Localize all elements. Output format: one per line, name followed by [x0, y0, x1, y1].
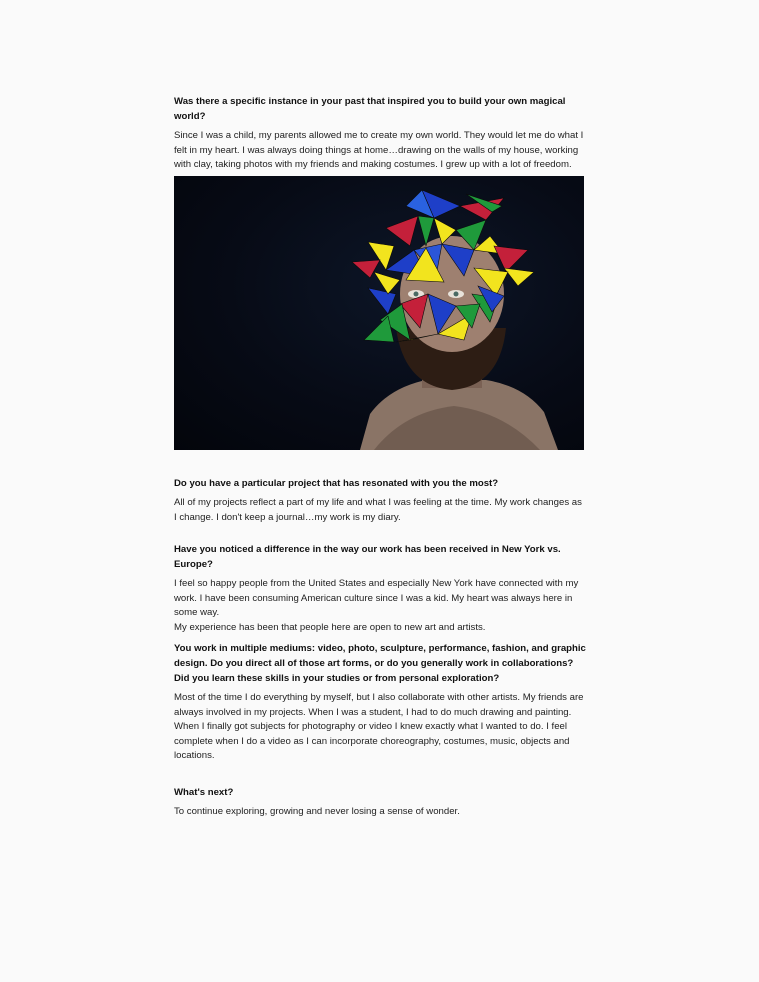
- question-heading: What's next?: [174, 787, 234, 798]
- qa-block-4: [174, 641, 586, 764]
- answer-paragraph: My experience has been that people here are open to new art and artists.: [174, 621, 486, 633]
- answer-paragraph: Since I was a child, my parents allowed me to create my own world. They would let me do what I felt in my heart. I was always doing things at home…drawing on the walls of my house, working with clay, taking photos with my friends and making costumes. I grew up with a lot of freedom.: [174, 130, 584, 171]
- qa-block-1: [174, 94, 586, 173]
- portrait-photo: [174, 176, 584, 450]
- qa-block-2: [174, 476, 586, 525]
- qa-block-3: [174, 542, 586, 635]
- answer-paragraph: Most of the time I do everything by myself, but I also collaborate with other artists. My friends are always involved in my projects. When I was a student, I had to do much drawing and painting. When I finally got subjects for photography or video I knew exactly what I wanted to do. I feel complete when I do a video as I can incorporate choreography, costumes, music, objects and locations.: [174, 692, 584, 762]
- question-heading: Was there a specific instance in your past that inspired you to build your own magical world?: [174, 96, 566, 122]
- geometric-mask-illustration: [174, 176, 584, 450]
- question-heading: Have you noticed a difference in the way our work has been received in New York vs. Europe?: [174, 544, 561, 570]
- answer-paragraph: I feel so happy people from the United States and especially New York have connected with my work. I have been consuming American culture since I was a kid. My heart was always here in some way.: [174, 578, 579, 619]
- answer-paragraph: To continue exploring, growing and never losing a sense of wonder.: [174, 806, 460, 817]
- question-heading: You work in multiple mediums: video, photo, sculpture, performance, fashion, and graphic design. Do you direct all of those art forms, or do you generally work in collaborations? Did you learn these skills in your studies or from personal exploration?: [174, 643, 586, 684]
- answer-paragraph: All of my projects reflect a part of my life and what I was feeling at the time. My work changes as I change. I don't keep a journal…my work is my diary.: [174, 497, 582, 523]
- question-heading: Do you have a particular project that has resonated with you the most?: [174, 478, 499, 489]
- qa-block-5: [174, 785, 586, 820]
